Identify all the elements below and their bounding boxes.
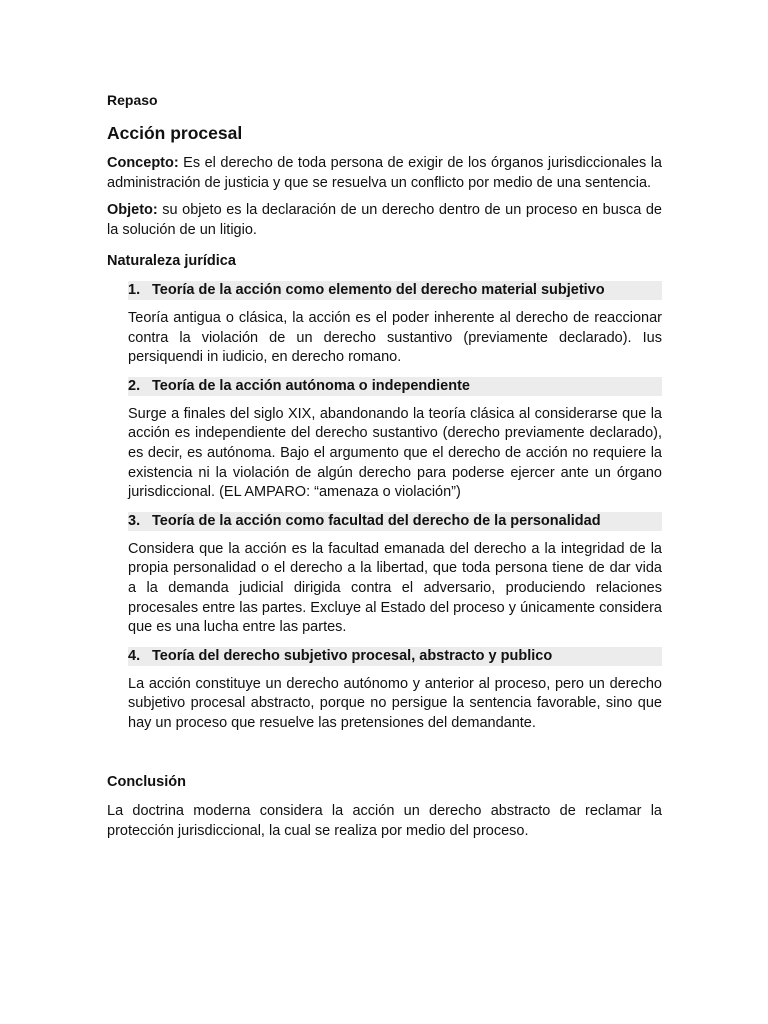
theory-number: 1.	[128, 281, 141, 298]
naturaleza-heading: Naturaleza jurídica	[107, 253, 236, 270]
theory-body: Considera que la acción es la facultad emanada del derecho a la integridad de la propia personalidad o el derecho a la libertad, que toda persona tiene de dar vida a la demanda judicial dirigida contra el adversario, produciendo relaciones procesales entre las partes. Excluye al Estado del proceso y únicamente considera que es una lucha entre las partes.	[128, 540, 662, 636]
theory-heading	[128, 512, 662, 531]
concepto-text: Es el derecho de toda persona de exigir de los órganos jurisdiccionales la administración de justicia y que se resuelva un conflicto por medio de una sentencia.	[107, 155, 662, 191]
theory-title: Teoría del derecho subjetivo procesal, abstracto y publico	[152, 647, 553, 664]
section-label: Repaso	[107, 92, 158, 108]
theory-item-3	[128, 512, 662, 638]
theory-body: Surge a finales del siglo XIX, abandonando la teoría clásica al considerarse que la acción es independiente del derecho sustantivo (derecho previamente declarado), es decir, es autónoma. Bajo el argumento que el derecho de acción no requiere la existencia ni la violación de algún derecho para poderse ejercer ante un órgano jurisdiccional. (EL AMPARO: “amenaza o violación”)	[128, 405, 662, 501]
page-title: Acción procesal	[107, 123, 243, 143]
theory-number: 3.	[128, 512, 141, 529]
conclusion-paragraph: La doctrina moderna considera la acción un derecho abstracto de reclamar la protección jurisdiccional, la cual se realiza por medio del proceso.	[107, 803, 662, 839]
concepto-paragraph	[107, 154, 662, 193]
objeto-paragraph	[107, 201, 662, 240]
objeto-text: su objeto es la declaración de un derecho dentro de un proceso en busca de la solución de un litigio.	[107, 202, 662, 238]
theory-title: Teoría de la acción autónoma o independiente	[152, 377, 470, 394]
theory-number: 2.	[128, 377, 141, 394]
conclusion-heading: Conclusión	[107, 774, 186, 791]
theory-number: 4.	[128, 647, 141, 664]
theory-heading	[128, 281, 662, 300]
theory-item-2	[128, 377, 662, 503]
theory-body: La acción constituye un derecho autónomo y anterior al proceso, pero un derecho subjetivo procesal abstracto, porque no persigue la sentencia favorable, sino que hay un proceso que resuelve las pretensiones del demandante.	[128, 675, 662, 731]
theory-title: Teoría de la acción como facultad del derecho de la personalidad	[152, 512, 601, 529]
theory-heading	[128, 647, 662, 666]
theory-title: Teoría de la acción como elemento del derecho material subjetivo	[152, 281, 605, 298]
objeto-label: Objeto:	[107, 202, 158, 219]
concepto-label: Concepto:	[107, 155, 179, 171]
theory-heading	[128, 377, 662, 396]
theory-item-4	[128, 647, 662, 734]
document-content	[107, 90, 662, 849]
theory-item-1	[128, 281, 662, 368]
theory-body: Teoría antigua o clásica, la acción es el poder inherente al derecho de reaccionar contra la violación de un derecho sustantivo (previamente declarado). Ius persiquendi in iudicio, en derecho romano.	[128, 309, 662, 366]
